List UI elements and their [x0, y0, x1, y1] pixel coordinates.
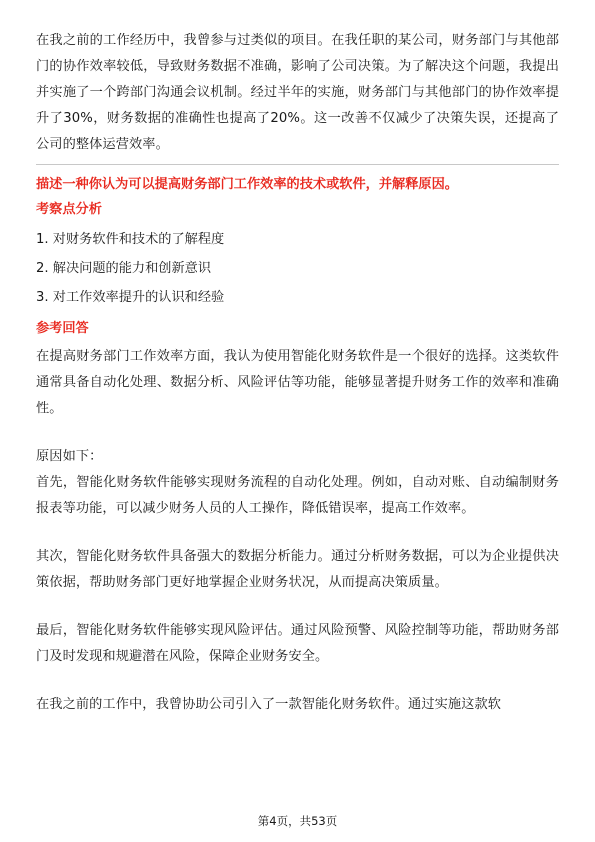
analysis-list — [36, 225, 559, 312]
reason-second: 其次，智能化财务软件具备强大的数据分析能力。通过分析财务数据，可以为企业提供决策依据，帮助财务部门更好地掌握企业财务状况，从而提高决策质量。 — [36, 549, 559, 590]
paragraph-gap — [36, 422, 559, 444]
reason-third: 最后，智能化财务软件能够实现风险评估。通过风险预警、风险控制等功能，帮助财务部门及时发现和规避潜在风险，保障企业财务安全。 — [36, 623, 559, 664]
list-item: 2. 解决问题的能力和创新意识 — [36, 261, 212, 276]
paragraph-gap — [36, 596, 559, 618]
paragraph-gap — [36, 522, 559, 544]
list-item: 3. 对工作效率提升的认识和经验 — [36, 290, 225, 305]
intro-paragraph: 在我之前的工作经历中，我曾参与过类似的项目。在我任职的某公司，财务部门与其他部门的协作效率较低，导致财务数据不准确，影响了公司决策。为了解决这个问题，我提出并实施了一个跨部门沟通会议机制。经过半年的实施，财务部门与其他部门的协作效率提升了30%，财务数据的准确性也提高了20%。这一改善不仅减少了决策失误，还提高了公司的整体运营效率。 — [36, 33, 559, 152]
analysis-title: 考察点分析 — [36, 202, 102, 217]
section-divider — [36, 164, 559, 165]
reasons-label: 原因如下： — [36, 449, 103, 464]
paragraph-gap — [36, 670, 559, 692]
reason-first: 首先，智能化财务软件能够实现财务流程的自动化处理。例如，自动对账、自动编制财务报表等功能，可以减少财务人员的人工操作，降低错误率，提高工作效率。 — [36, 475, 559, 516]
closing-paragraph: 在我之前的工作中，我曾协助公司引入了一款智能化财务软件。通过实施这款软 — [36, 697, 502, 712]
question-heading: 描述一种你认为可以提高财务部门工作效率的技术或软件，并解释原因。 — [36, 177, 458, 192]
answer-title: 参考回答 — [36, 321, 89, 336]
page-number: 第4页，共53页 — [257, 814, 338, 828]
document-page — [36, 28, 559, 718]
answer-opening: 在提高财务部门工作效率方面，我认为使用智能化财务软件是一个很好的选择。这类软件通常具备自动化处理、数据分析、风险评估等功能，能够显著提升财务工作的效率和准确性。 — [36, 349, 559, 416]
list-item: 1. 对财务软件和技术的了解程度 — [36, 232, 225, 247]
